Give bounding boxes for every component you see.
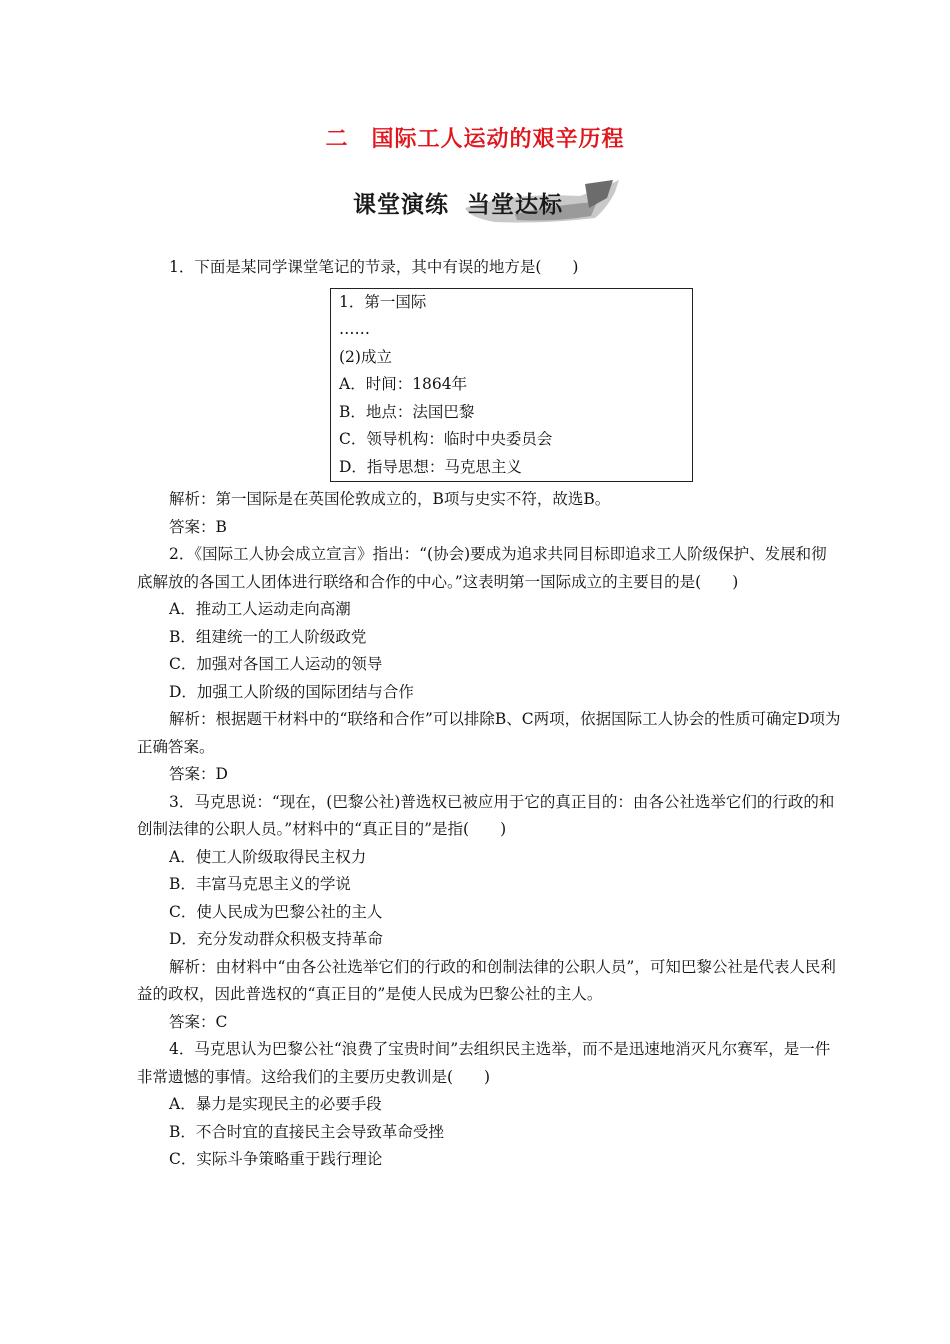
page-title: 二 国际工人运动的艰辛历程 <box>325 127 625 152</box>
note-line: 1．第一国际 <box>339 292 427 311</box>
document-body <box>137 254 842 1174</box>
analysis: 解析：第一国际是在英国伦敦成立的，B项与史实不符，故选B。 <box>169 490 611 508</box>
question-1 <box>137 254 842 541</box>
option: A．推动工人运动走向高潮 <box>169 600 351 618</box>
question-4 <box>137 1036 842 1174</box>
option: D．加强工人阶级的国际团结与合作 <box>169 682 414 701</box>
option: A．暴力是实现民主的必要手段 <box>169 1095 382 1113</box>
option: B．不合时宜的直接民主会导致革命受挫 <box>169 1122 444 1141</box>
banner-text: 课堂演练 当堂达标 <box>353 192 564 218</box>
option: B．组建统一的工人阶级政党 <box>169 627 367 646</box>
note-line: A．时间：1864年 <box>339 375 468 393</box>
question-stem: 1．下面是某同学课堂笔记的节录，其中有误的地方是( ) <box>169 258 579 276</box>
section-banner <box>345 178 625 230</box>
option: B．丰富马克思主义的学说 <box>169 875 351 893</box>
note-line: D．指导思想：马克思主义 <box>339 457 522 476</box>
answer: 答案：C <box>169 1012 228 1031</box>
question-stem: 3．马克思说：“现在，(巴黎公社)普选权已被应用于它的真正目的：由各公社选举它们的行政的和创制法律的公职人员。”材料中的“真正目的”是指( ) <box>137 792 835 838</box>
option: C．使人民成为巴黎公社的主人 <box>169 902 383 921</box>
question-3 <box>137 789 842 1037</box>
question-stem: 4．马克思认为巴黎公社“浪费了宝贵时间”去组织民主选举，而不是迅速地消灭凡尔赛军，是一件非常遗憾的事情。这给我们的主要历史教训是( ) <box>137 1040 831 1086</box>
answer: 答案：D <box>169 765 228 783</box>
option: A．使工人阶级取得民主权力 <box>169 847 367 866</box>
option: C．实际斗争策略重于践行理论 <box>169 1150 383 1168</box>
question-stem: 2．《国际工人协会成立宣言》指出：“(协会)要成为追求共同目标即追求工人阶级保护、发展和彻底解放的各国工人团体进行联络和合作的中心。”这表明第一国际成立的主要目的是( ) <box>137 545 827 591</box>
note-line: (2)成立 <box>339 347 392 366</box>
question-2 <box>137 541 842 789</box>
note-line: B．地点：法国巴黎 <box>339 402 475 421</box>
analysis: 解析：由材料中“由各公社选举它们的行政的和创制法律的公职人员”，可知巴黎公社是代表人民利益的政权，因此普选权的“真正目的”是使人民成为巴黎公社的主人。 <box>137 957 836 1003</box>
option: C．加强对各国工人运动的领导 <box>169 655 383 673</box>
answer: 答案：B <box>169 517 227 536</box>
note-line: …… <box>339 320 370 338</box>
note-line: C．领导机构：临时中央委员会 <box>339 430 553 448</box>
analysis: 解析：根据题干材料中的“联络和合作”可以排除B、C两项，依据国际工人协会的性质可确定D项为正确答案。 <box>137 710 841 756</box>
option: D．充分发动群众积极支持革命 <box>169 930 383 948</box>
notes-box <box>330 288 693 483</box>
